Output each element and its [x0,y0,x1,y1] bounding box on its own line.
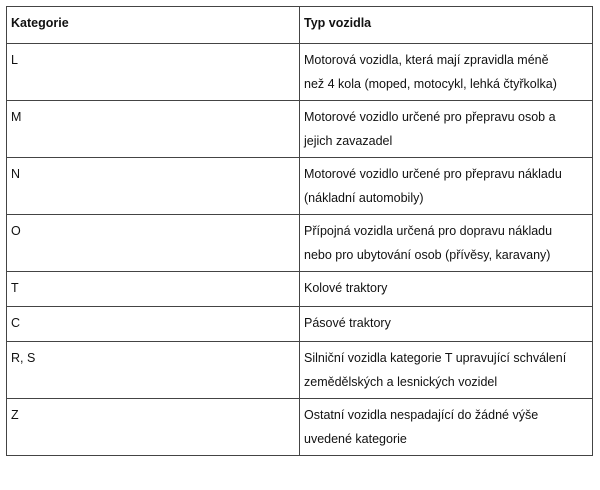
vehicle-category-table [6,6,593,456]
table-row [7,158,593,215]
category-cell: R, S [7,342,300,399]
table-row [7,272,593,307]
category-cell: L [7,44,300,101]
vehicle-type-cell: Motorové vozidlo určené pro přepravu nákladu (nákladní automobily) [300,158,593,215]
table-row [7,399,593,456]
vehicle-type-cell: Motorová vozidla, která mají zpravidla méně než 4 kola (moped, motocykl, lehká čtyřkolka) [300,44,593,101]
table-row [7,44,593,101]
table-row [7,101,593,158]
category-cell: Z [7,399,300,456]
table-header-row [7,7,593,44]
vehicle-type-cell: Motorové vozidlo určené pro přepravu osob a jejich zavazadel [300,101,593,158]
vehicle-type-cell: Přípojná vozidla určená pro dopravu nákladu nebo pro ubytování osob (přívěsy, karavany) [300,215,593,272]
category-cell: M [7,101,300,158]
vehicle-type-cell: Kolové traktory [300,272,593,307]
table-row [7,342,593,399]
vehicle-type-cell: Silniční vozidla kategorie T upravující schválení zemědělských a lesnických vozidel [300,342,593,399]
category-cell: N [7,158,300,215]
category-cell: T [7,272,300,307]
vehicle-type-cell: Ostatní vozidla nespadající do žádné výše uvedené kategorie [300,399,593,456]
category-cell: C [7,307,300,342]
header-vehicle-type: Typ vozidla [300,7,593,44]
header-category: Kategorie [7,7,300,44]
vehicle-type-cell: Pásové traktory [300,307,593,342]
table-row [7,307,593,342]
category-cell: O [7,215,300,272]
table-row [7,215,593,272]
